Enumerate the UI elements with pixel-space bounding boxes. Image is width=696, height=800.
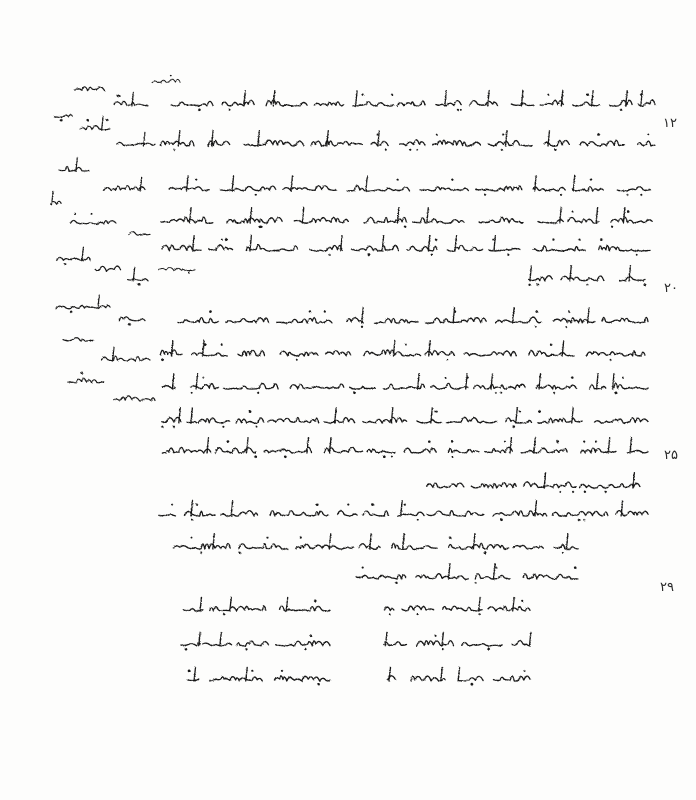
verse-line [388,667,530,685]
handwritten-line [169,176,650,196]
margin-note-line [63,338,150,361]
handwritten-line [160,341,645,362]
margin-note-line [51,191,150,235]
margin-note-line [56,295,145,325]
verse-line [183,597,330,615]
line-numbers [660,116,678,595]
verse-column-right [384,597,531,685]
handwritten-line [162,236,650,257]
handwritten-line [171,91,655,112]
line-number: ۲۹ [660,580,674,595]
margin-note-line [57,247,149,285]
margin-note-line [54,115,155,146]
line-number: ۲۰ [664,281,678,296]
main-handwritten-text [159,91,655,584]
handwritten-line [161,408,648,429]
verse-column-left [181,597,330,685]
handwritten-line-item-2 [356,564,578,584]
handwritten-line [162,438,648,459]
handwritten-line [528,266,646,287]
verse-line [188,667,330,685]
handwritten-line-item-1 [173,534,578,555]
handwritten-line [178,308,648,328]
verse-line [181,632,330,650]
handwritten-line [427,473,640,493]
interlinear-note [152,75,180,83]
interlinear-note [159,268,195,274]
verse-line [384,632,531,650]
handwritten-line [161,208,652,229]
margin-note-line [68,372,155,401]
line-number: ۱۲ [663,116,677,131]
line-number: ۲۵ [664,448,678,463]
margin-note [51,87,155,401]
handwritten-line [163,374,648,395]
handwritten-line [160,131,655,151]
margin-note-line [75,87,148,106]
verse-line [384,597,530,615]
handwritten-line [159,501,648,522]
margin-note-line [59,158,145,191]
